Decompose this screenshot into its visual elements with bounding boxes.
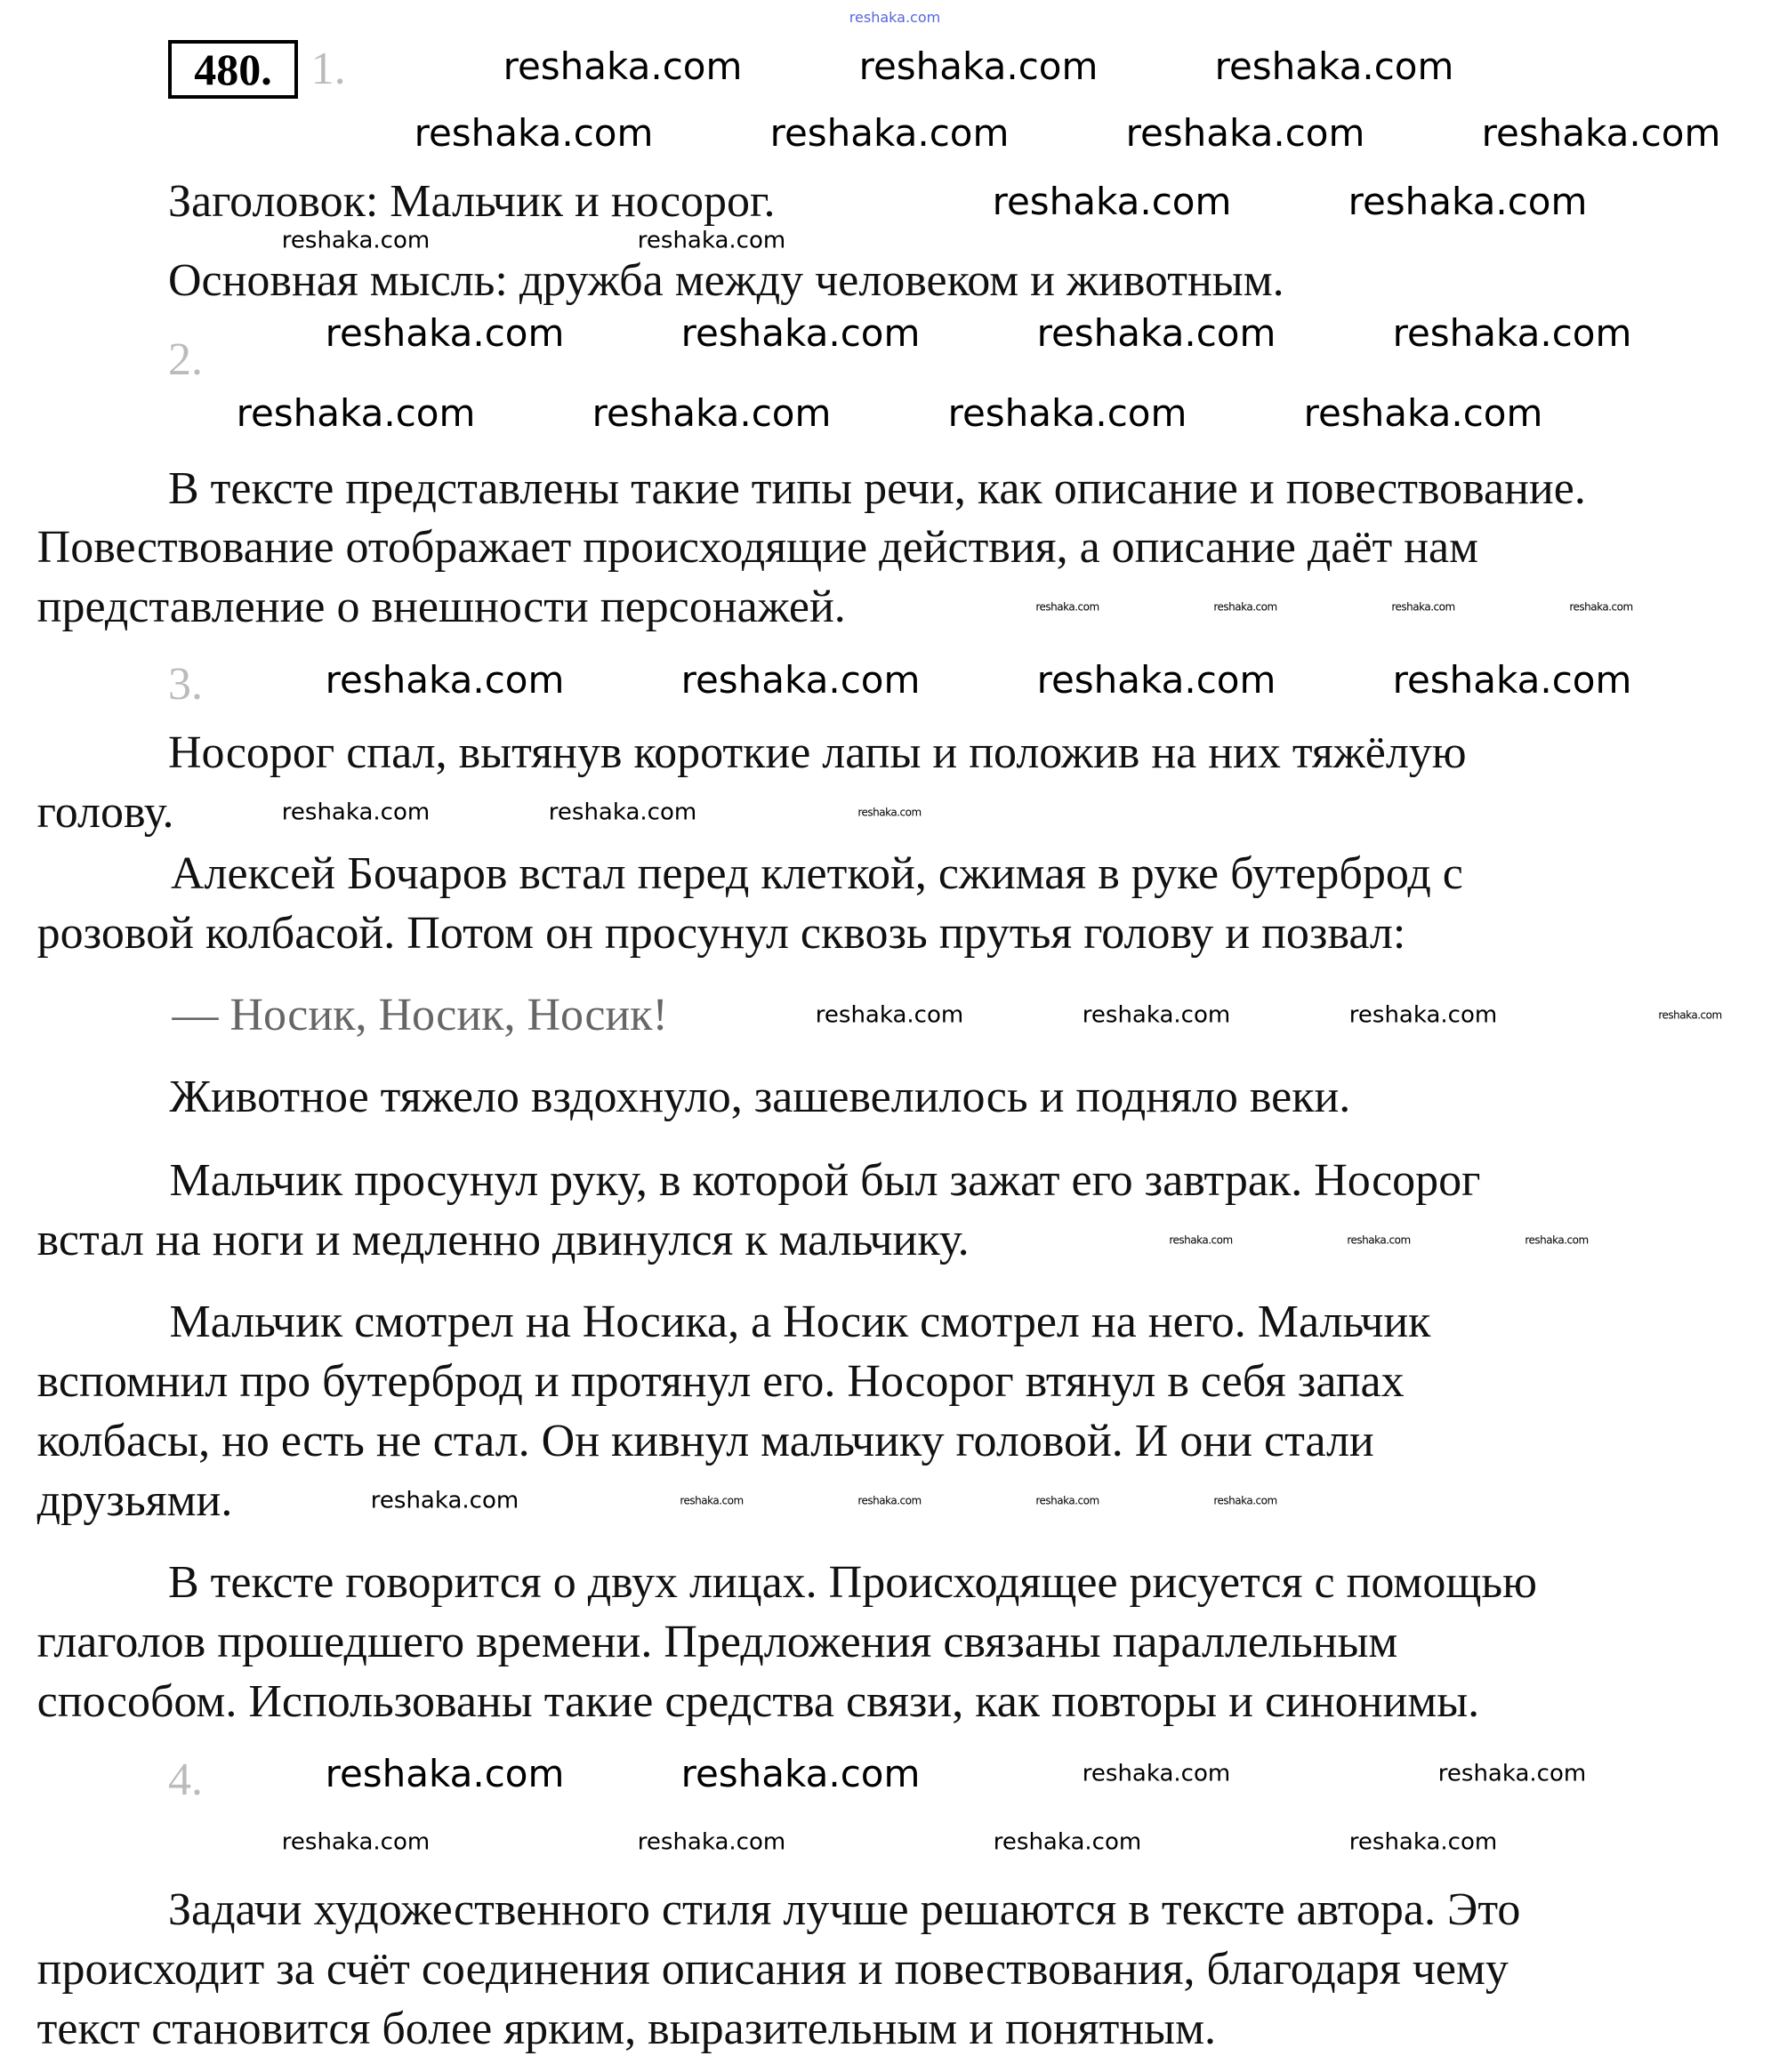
watermark: reshaka.com — [592, 390, 832, 435]
main-idea-line: Основная мысль: дружба между человеком и животным. — [167, 254, 1284, 306]
watermark: reshaka.com — [1035, 600, 1099, 614]
watermark: reshaka.com — [325, 657, 565, 702]
text-line: В тексте говорится о двух лицах. Происходящее рисуется с помощью — [167, 1557, 1537, 1609]
watermark: reshaka.com — [370, 1487, 519, 1514]
watermark: reshaka.com — [849, 9, 941, 27]
watermark: reshaka.com — [1303, 390, 1543, 435]
watermark: reshaka.com — [1392, 657, 1632, 702]
watermark: reshaka.com — [1392, 310, 1632, 355]
watermark: reshaka.com — [1214, 44, 1454, 88]
watermark: reshaka.com — [857, 806, 922, 819]
watermark: reshaka.com — [637, 227, 786, 254]
text-line: вспомнил про бутерброд и протянул его. Носорог втянул в себя запах — [36, 1355, 1405, 1407]
dialogue-line: — Носик, Носик, Носик! — [172, 989, 668, 1040]
watermark: reshaka.com — [1348, 1001, 1498, 1029]
watermark: reshaka.com — [281, 227, 431, 254]
text-line: розовой колбасой. Потом он просунул сквозь прутья голову и позвал: — [36, 907, 1406, 959]
text-line: Мальчик смотрел на Носика, а Носик смотрел на него. Мальчик — [169, 1296, 1431, 1347]
watermark: reshaka.com — [1169, 1233, 1233, 1247]
watermark: reshaka.com — [992, 179, 1232, 223]
text-line: текст становится более ярким, выразительным и понятным. — [36, 2003, 1216, 2054]
watermark: reshaka.com — [414, 110, 654, 155]
title-line: Заголовок: Мальчик и носорог. — [167, 175, 776, 227]
watermark: reshaka.com — [857, 1494, 922, 1507]
text-line: Животное тяжело вздохнуло, зашевелилось и подняло веки. — [169, 1072, 1351, 1123]
text-line: Носорог спал, вытянув короткие лапы и положив на них тяжёлую — [167, 727, 1467, 779]
text-line: Повествование отображает происходящие действия, а описание даёт нам — [36, 522, 1479, 574]
watermark: reshaka.com — [1036, 657, 1276, 702]
section-number: 2. — [167, 334, 203, 386]
text-line: В тексте представлены такие типы речи, как описание и повествование. — [167, 462, 1586, 514]
watermark: reshaka.com — [1347, 1233, 1411, 1247]
watermark: reshaka.com — [1213, 1494, 1277, 1507]
watermark: reshaka.com — [548, 799, 697, 826]
task-number-box: 480. — [168, 40, 298, 99]
text-line: Мальчик просунул руку, в которой был зажат его завтрак. Носорог — [169, 1154, 1481, 1206]
watermark: reshaka.com — [325, 1751, 565, 1795]
watermark: reshaka.com — [1035, 1494, 1099, 1507]
text-line: колбасы, но есть не стал. Он кивнул мальчику головой. И они стали — [36, 1415, 1374, 1466]
text-line: происходит за счёт соединения описания и повествования, благодаря чему — [36, 1943, 1509, 1995]
watermark: reshaka.com — [281, 1828, 431, 1856]
watermark: reshaka.com — [680, 1494, 744, 1507]
watermark: reshaka.com — [281, 799, 431, 826]
watermark: reshaka.com — [1082, 1001, 1231, 1029]
watermark: reshaka.com — [1213, 600, 1277, 614]
watermark: reshaka.com — [325, 310, 565, 355]
text-line: встал на ноги и медленно двинулся к мальчику. — [36, 1214, 970, 1265]
watermark: reshaka.com — [1391, 600, 1455, 614]
text-line: Алексей Бочаров встал перед клеткой, сжимая в руке бутерброд с — [170, 847, 1463, 899]
watermark: reshaka.com — [1658, 1008, 1722, 1022]
watermark: reshaka.com — [1125, 110, 1365, 155]
watermark: reshaka.com — [1437, 1760, 1587, 1787]
watermark: reshaka.com — [769, 110, 1010, 155]
watermark: reshaka.com — [858, 44, 1099, 88]
text-line: голову. — [36, 787, 174, 839]
watermark: reshaka.com — [1569, 600, 1633, 614]
watermark: reshaka.com — [1348, 179, 1588, 223]
section-number: 3. — [167, 658, 203, 710]
watermark: reshaka.com — [637, 1828, 786, 1856]
watermark: reshaka.com — [503, 44, 743, 88]
text-line: друзьями. — [36, 1474, 233, 1526]
watermark: reshaka.com — [1525, 1233, 1589, 1247]
watermark: reshaka.com — [815, 1001, 964, 1029]
text-line: глаголов прошедшего времени. Предложения связаны параллельным — [36, 1617, 1398, 1668]
section-number: 1. — [310, 43, 346, 94]
watermark: reshaka.com — [1481, 110, 1721, 155]
section-number: 4. — [167, 1754, 203, 1805]
watermark: reshaka.com — [236, 390, 476, 435]
watermark: reshaka.com — [1348, 1828, 1498, 1856]
text-line: представление о внешности персонажей. — [36, 582, 846, 633]
watermark: reshaka.com — [947, 390, 1187, 435]
text-line: способом. Использованы такие средства связи, как повторы и синонимы. — [36, 1676, 1480, 1728]
watermark: reshaka.com — [1036, 310, 1276, 355]
watermark: reshaka.com — [993, 1828, 1142, 1856]
text-line: Задачи художественного стиля лучше решаются в тексте автора. Это — [167, 1883, 1521, 1935]
watermark: reshaka.com — [680, 310, 921, 355]
watermark: reshaka.com — [680, 657, 921, 702]
watermark: reshaka.com — [1082, 1760, 1231, 1787]
watermark: reshaka.com — [680, 1751, 921, 1795]
